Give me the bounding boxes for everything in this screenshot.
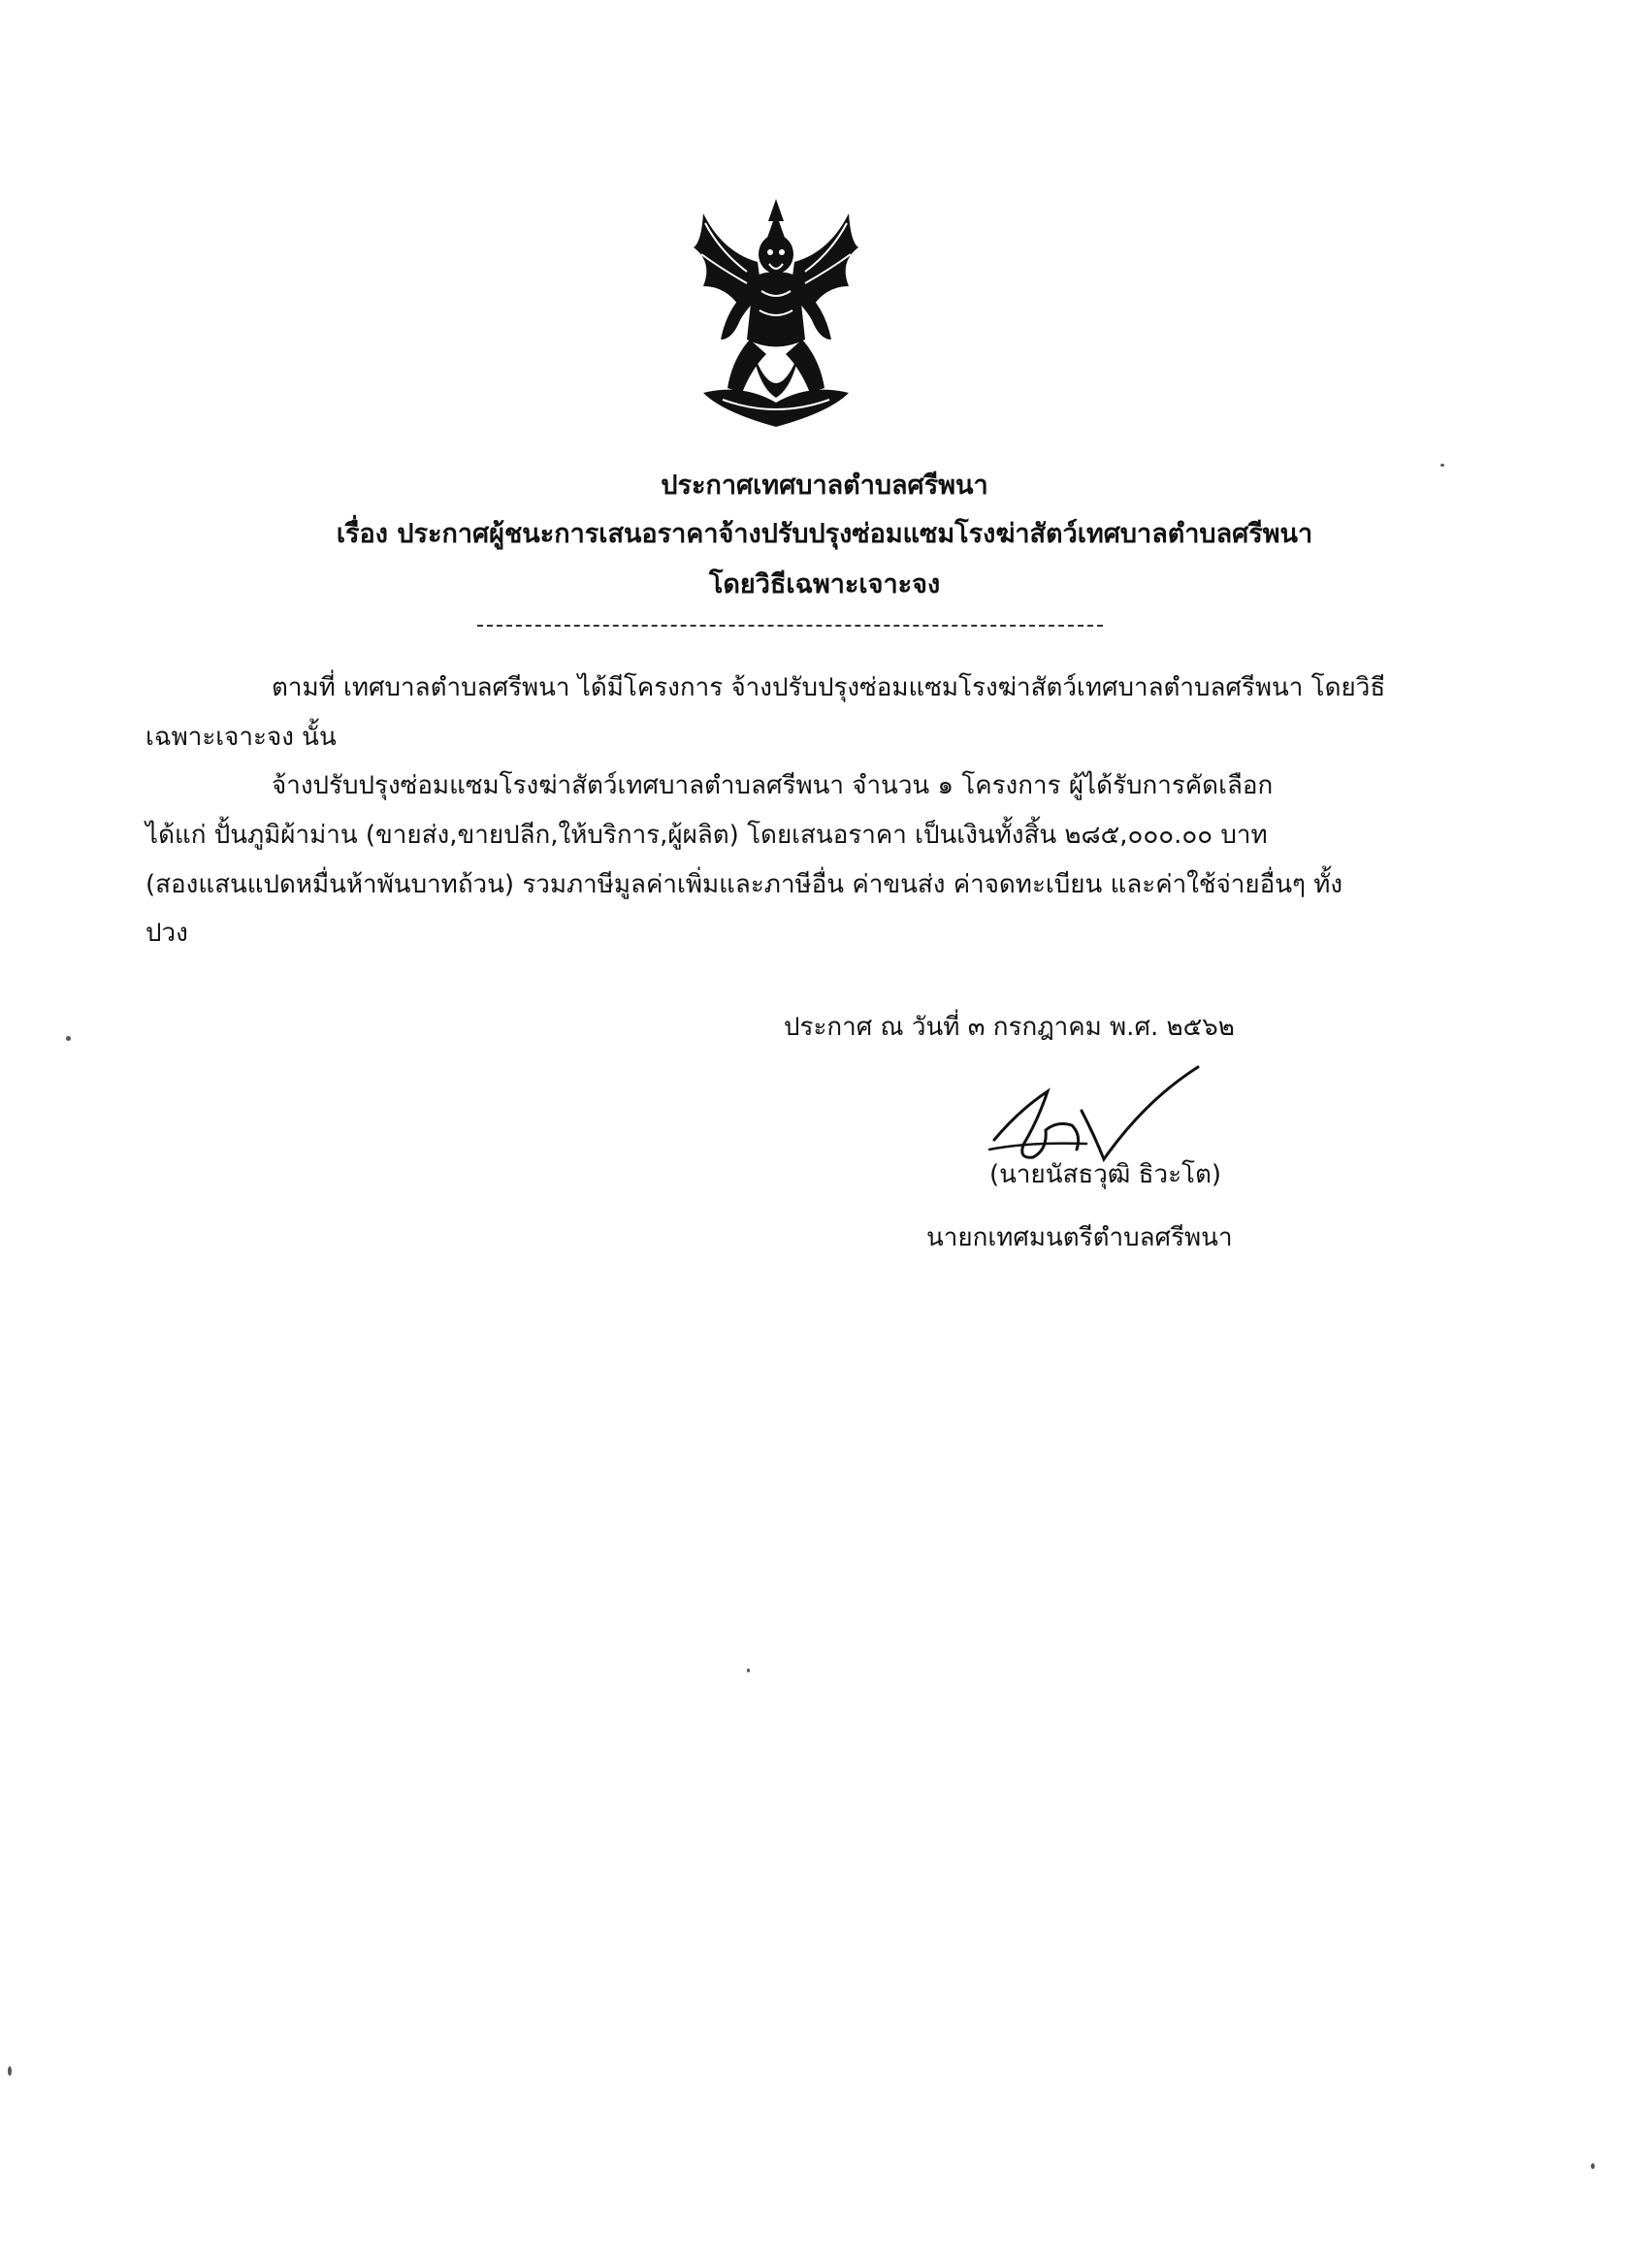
body-line: ได้แก่ ปั้นภูมิผ้าม่าน (ขายส่ง,ขายปลีก,ให้บริการ,ผู้ผลิต) โดยเสนอราคา เป็นเงินทั้งสิ้น ๒๘๕,๐๐๐.๐๐ บาท <box>146 821 1268 850</box>
body-line: ตามที่ เทศบาลตำบลศรีพนา ได้มีโครงการ จ้างปรับปรุงซ่อมแซมโรงฆ่าสัตว์เทศบาลตำบลศรีพนา โดยวิธี <box>272 673 1386 702</box>
body-line: จ้างปรับปรุงซ่อมแซมโรงฆ่าสัตว์เทศบาลตำบลศรีพนา จำนวน ๑ โครงการ ผู้ได้รับการคัดเลือก <box>272 771 1274 800</box>
signatory-position: นายกเทศมนตรีตำบลศรีพนา <box>926 1223 1233 1252</box>
divider-line <box>477 625 1103 627</box>
announcement-date: ประกาศ ณ วันที่ ๓ กรกฎาคม พ.ศ. ๒๕๖๒ <box>784 1013 1235 1042</box>
scan-speck <box>66 1036 71 1041</box>
announcement-title: ประกาศเทศบาลตำบลศรีพนา <box>661 470 988 501</box>
scan-speck <box>1440 464 1444 467</box>
announcement-subject: เรื่อง ประกาศผู้ชนะการเสนอราคาจ้างปรับปรุงซ่อมแซมโรงฆ่าสัตว์เทศบาลตำบลศรีพนา <box>336 519 1313 549</box>
procurement-method: โดยวิธีเฉพาะเจาะจง <box>708 569 941 599</box>
body-line: เฉพาะเจาะจง นั้น <box>146 723 337 752</box>
body-line: ปวง <box>146 919 188 948</box>
signatory-name: (นายนัสธวุฒิ ธิวะโต) <box>989 1160 1222 1189</box>
scan-speck <box>8 2066 12 2076</box>
scan-speck <box>1591 2163 1595 2169</box>
garuda-emblem-icon <box>684 194 868 432</box>
scan-speck <box>747 1669 750 1672</box>
body-line: (สองแสนแปดหมื่นห้าพันบาทถ้วน) รวมภาษีมูลค่าเพิ่มและภาษีอื่น ค่าขนส่ง ค่าจดทะเบียน และค่าใช้จ่ายอื่นๆ ทั้ง <box>146 870 1343 899</box>
